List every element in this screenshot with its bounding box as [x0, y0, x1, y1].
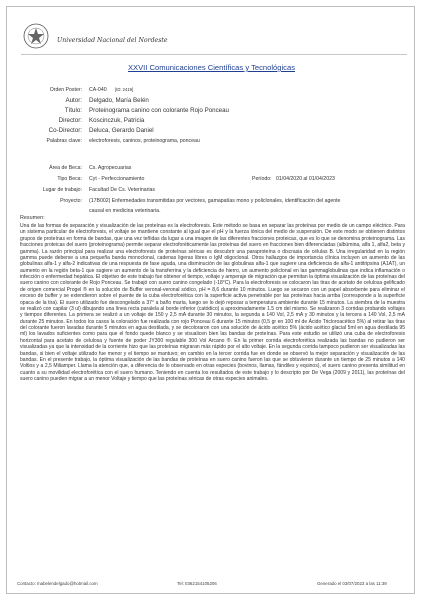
orden-poster-label: Orden Poster:	[49, 87, 82, 93]
co-director-label: Co-Director:	[48, 127, 82, 134]
institution-name: Universidad Nacional del Nordeste	[57, 37, 168, 44]
co-director-value: Deluca, Gerardo Daniel	[89, 127, 154, 134]
poster-id: [ID: 2419]	[115, 87, 134, 92]
record-metadata	[7, 87, 416, 217]
proyecto-label: Proyecto:	[60, 198, 82, 204]
autor-label: Autor:	[65, 97, 82, 104]
periodo-label: Período:	[252, 176, 272, 182]
area-beca-value: Cs. Agropecuarias	[89, 165, 132, 171]
summary-text: Una de las formas de separación y visualización de las proteínas es la electroforesis. Este método se basa en separar las proteínas por medio de un campo eléctrico. Para un sistema particular de electroforesis, el voltaje se mantiene constante al igual que el pH y la fuerza iónica del medio de suspensión. De este modo se obtienen distintos grupos de proteínas en forma de bandas, que una vez teñidas da lugar a una imagen de las diferentes fracciones proteicas, que es lo que se denomina proteinograma. Las fracciones proteicas del suero (proteinograma) permite separar electroforéticamente las proteínas del suero en fracciones bien diferenciadas (albúmina, alfa 1, alfa2, beta y gamma). La razón principal para realizar una electroforesis de proteínas séricas es descubrir una paraproteína o discrasia de células B. Una irregularidad en la región gamma puede deberse a una pequeña banda monoclonal, cadenas ligeras libres o IgM oligoclonal. Otros hallazgos de importancia clínica incluyen un aumento de las globulinas alfa-1 y alfa-2 indicativas de una respuesta de fase aguda, una disminución de las globulinas alfa-1 que sugiere una deficiencia de alfa-1 antitripsina (A1AT), un aumento en la región beta-1 que sugiere un aumento de la transferrina y la deficiencia de hierro, un aumento policlonal en las gammaglobulinas que indica inflamación o infección o enfermedad hepática. El objetivo de este trabajo fue obtener el tiempo, voltaje y amperaje de migración que permitan la óptima visualización de las proteínas del suero canino con colorante de Rojo Ponceau. Se trabajó con suero canino congelado (-18°C). Para la electroforesis se colocaron las tiras de acetato de celulosa gelificado de origen comercial Progel ® en la solución de Buffer veronal-veronal sódico, pH = 8,6 durante 10 minutos. Luego se secaron con un papel absorbente para eliminar el exceso de buffer y se extendieron sobre el puente de la cuba electroforética con la superficie activa penetrable por las proteínas hacia arriba (corresponde a la superficie opaca de la tira). El suero utilizado fue descongelado a 37° a baño maría, luego se lo dejó reposar a temperatura ambiente durante 15 minutos. La siembra de la muestra se realizó con capilar (3 ul) dibujando una línea recta paralela al borde inferior (catódico) a aproximadamente 1.5 cm del mismo. Se realizaron 3 corridas probando voltajes y tiempos diferentes. La primera se realizó a un voltaje de 150 y 2,5 mA durante 30 minutos, la segunda a 140 Vol, 2,5 mA y 30 minutos y la tercera a 140 Vol, 2,5 mA durante 25 minutos. En todos los casos la coloración fue realizada con rojo Ponceau 6 durante 15 minutos (0,5 gr en 100 ml de Ácido Tricloroacético 5%) al retirar las tiras del colorante fueron lavadas durante 5 minutos en agua destilada, y se decoloraron con una solución de ácido acético 5% (ácido acético glacial 5ml en agua destilada 95 ml) los lavados suficientes como para que el fondo quede blanco y se visualicen bien las bandas de proteínas. Para este estudio se utilizó una cuba de electroforesis horizontal para acetato de celulosa y fuente de poder JY300 regulable 300 Vol Arcano ®. En la primer corrida electroforética realizada las bandas no pudieron ser visualizadas ya que la intensidad de la corriente hizo que las proteínas migraran más rápido por el alto voltaje. En la segunda corrida tampoco pudieron ser visualizadas las bandas, si bien el voltaje utilizado fue menor y el tiempo se mantuvo; en cambio en la tercer corrida fue en donde se observó la mejor separación y visualización de las bandas. En el presente trabajo, la óptima visualización de las bandas de proteínas en suero canino fueron las que se obtuvieron durante un tiempo de 25 minutos a 140 Voltios y a 2,5 Miliamper. Llama la atención que, a diferencia de lo observado en otras especies (bovinos, llamas, fándiles y equinos), el suero canino presenta similitud en cuanto a su movilidad electroforética con el suero humano. Teniendo en cuenta los resultados de este trabajo y lo descripto por De Vega (2009 y 2011), las proteínas del suero canino pueden migrar a un menor Voltaje y tiempo que las proteínas séricas de otras especies animales.	[20, 223, 405, 382]
periodo-value: 01/04/2020 al 01/04/2023	[276, 176, 335, 182]
footer-generated: Generado el 03/07/2023 a las 11:39	[317, 581, 387, 586]
footer-phone: Tel: 0362154105206	[177, 581, 217, 586]
autor-value: Delgado, María Belén	[89, 97, 149, 104]
lugar-trabajo-value: Facultad De Cs. Veterinarias	[89, 187, 156, 193]
header-divider	[21, 54, 407, 55]
area-beca-label: Área de Beca:	[49, 165, 82, 171]
proyecto-value-line2: causal en medicina veterinaria.	[89, 208, 161, 214]
palabras-clave-value: electroforesis, caninos, proteinograma, ponceau	[89, 138, 200, 144]
director-value: Koscinczuk, Patricia	[89, 117, 145, 124]
proyecto-value-line1: (17B002) Enfermedades transmitidas por vectores, gamapatías mono y policlonales, identificación del agente	[89, 198, 341, 204]
director-label: Director:	[58, 117, 82, 124]
orden-poster-value: CA-040	[89, 87, 107, 93]
university-logo	[21, 21, 168, 53]
titulo-value: Proteinograma canino con colorante Rojo Ponceau	[89, 107, 229, 114]
conference-title: XXVII Comunicaciones Científicas y Tecnológicas	[127, 63, 295, 72]
lugar-trabajo-label: Lugar de trabajo:	[42, 187, 82, 193]
footer-contact: Contacto: mabelendelgado@hotmail.com	[17, 581, 98, 586]
tipo-beca-value: Cyt - Perfeccionamiento	[89, 176, 145, 182]
document-page	[6, 6, 415, 594]
tipo-beca-label: Tipo Beca:	[57, 176, 82, 182]
titulo-label: Título:	[64, 107, 82, 114]
summary-label: Resumen:	[20, 215, 45, 221]
university-seal-icon	[21, 21, 51, 51]
palabras-clave-label: Palabras clave:	[46, 138, 82, 144]
